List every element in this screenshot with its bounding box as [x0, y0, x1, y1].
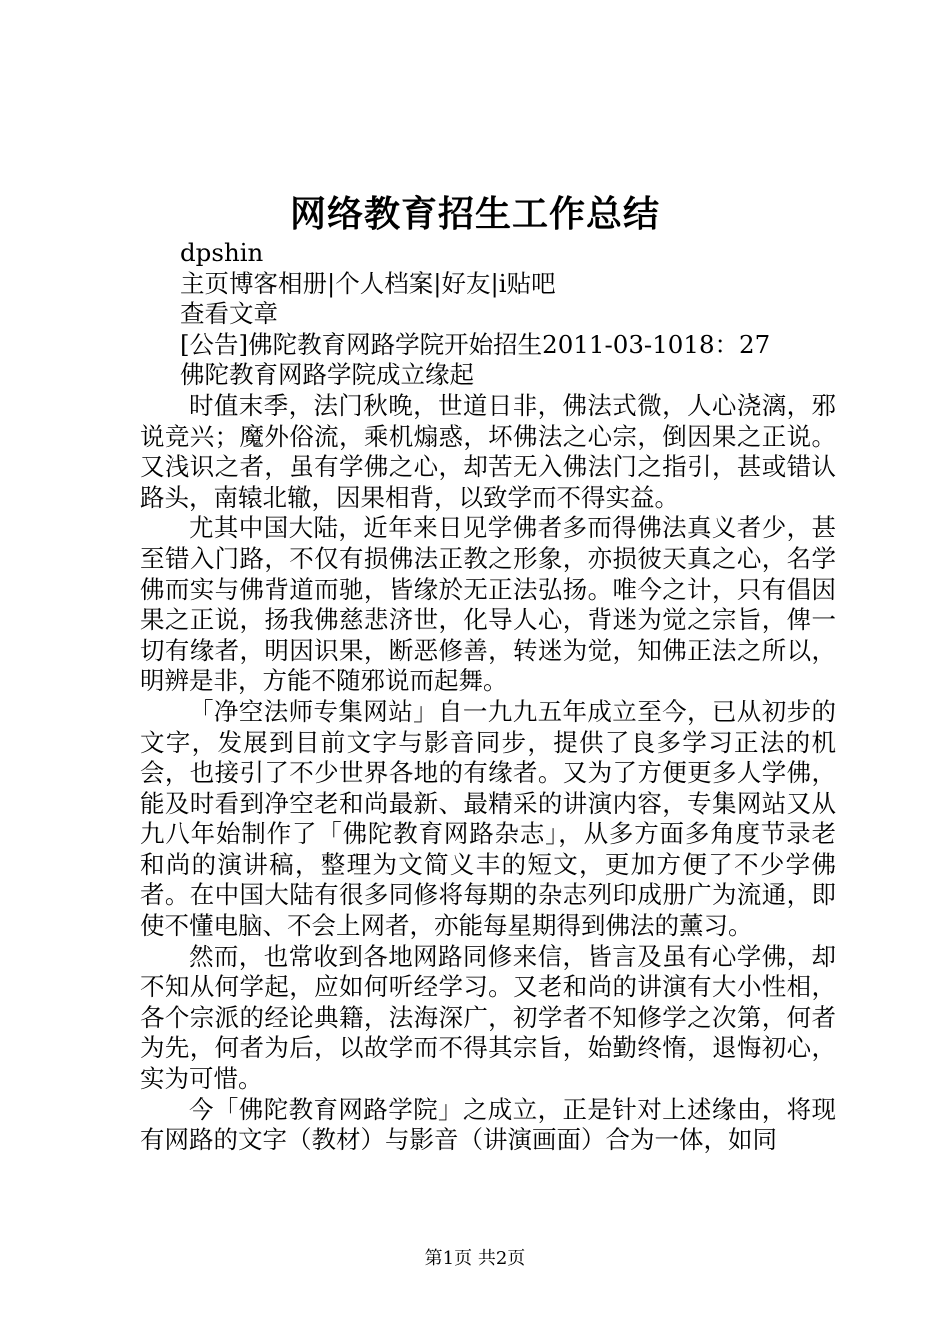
paragraph-5: 今「佛陀教育网路学院」之成立，正是针对上述缘由，将现有网路的文字（教材）与影音（讲演画面）合为一体，如同 [140, 1094, 836, 1155]
paragraph-2: 尤其中国大陆，近年来日见学佛者多而得佛法真义者少，甚至错入门路，不仅有损佛法正教之形象，亦损彼天真之心，名学佛而实与佛背道而驰，皆缘於无正法弘扬。唯今之计，只有倡因果之正说，扬我佛慈悲济世，化导人心，背迷为觉之宗旨，俾一切有缘者，明因识果，断恶修善，转迷为觉，知佛正法之所以，明辨是非，方能不随邪说而起舞。 [140, 513, 836, 696]
blog-nav-line: 主页博客相册|个人档案|好友|i贴吧 [180, 268, 556, 298]
paragraph-1: 时值末季，法门秋晚，世道日非，佛法式微，人心浇漓，邪说竞兴；魔外俗流，乘机煽惑，坏佛法之心宗，倒因果之正说。又浅识之者，虽有学佛之心，却苦无入佛法门之指引，甚或错认路头，南辕北辙，因果相背，以致学而不得实益。 [140, 390, 836, 512]
paragraph-4: 然而，也常收到各地网路同修来信，皆言及虽有心学佛，却不知从何学起，应如何听经学习。又老和尚的讲演有大小性相，各个宗派的经论典籍，法海深广，初学者不知修学之次第，何者为先，何者为后，以故学而不得其宗旨，始勤终惰，退悔初心，实为可惜。 [140, 941, 836, 1094]
view-article-line: 查看文章 [180, 299, 278, 329]
announcement-line: [公告]佛陀教育网路学院开始招生2011-03-1018：27 [180, 329, 771, 359]
paragraph-3: 「净空法师专集网站」自一九九五年成立至今，已从初步的文字，发展到目前文字与影音同步，提供了良多学习正法的机会，也接引了不少世界各地的有缘者。又为了方便更多人学佛，能及时看到净空老和尚最新、最精采的讲演内容，专集网站又从九八年始制作了「佛陀教育网路杂志」，从多方面多角度节录老和尚的演讲稿，整理为文简义丰的短文，更加方便了不少学佛者。在中国大陆有很多同修将每期的杂志列印成册广为流通，即使不懂电脑、不会上网者，亦能每星期得到佛法的薰习。 [140, 696, 836, 941]
document-body [140, 238, 836, 1156]
section-heading: 佛陀教育网路学院成立缘起 [180, 360, 474, 390]
username-line: dpshin [180, 238, 264, 267]
page-footer: 第1页 共2页 [424, 1248, 526, 1269]
document-title: 网络教育招生工作总结 [289, 193, 660, 235]
